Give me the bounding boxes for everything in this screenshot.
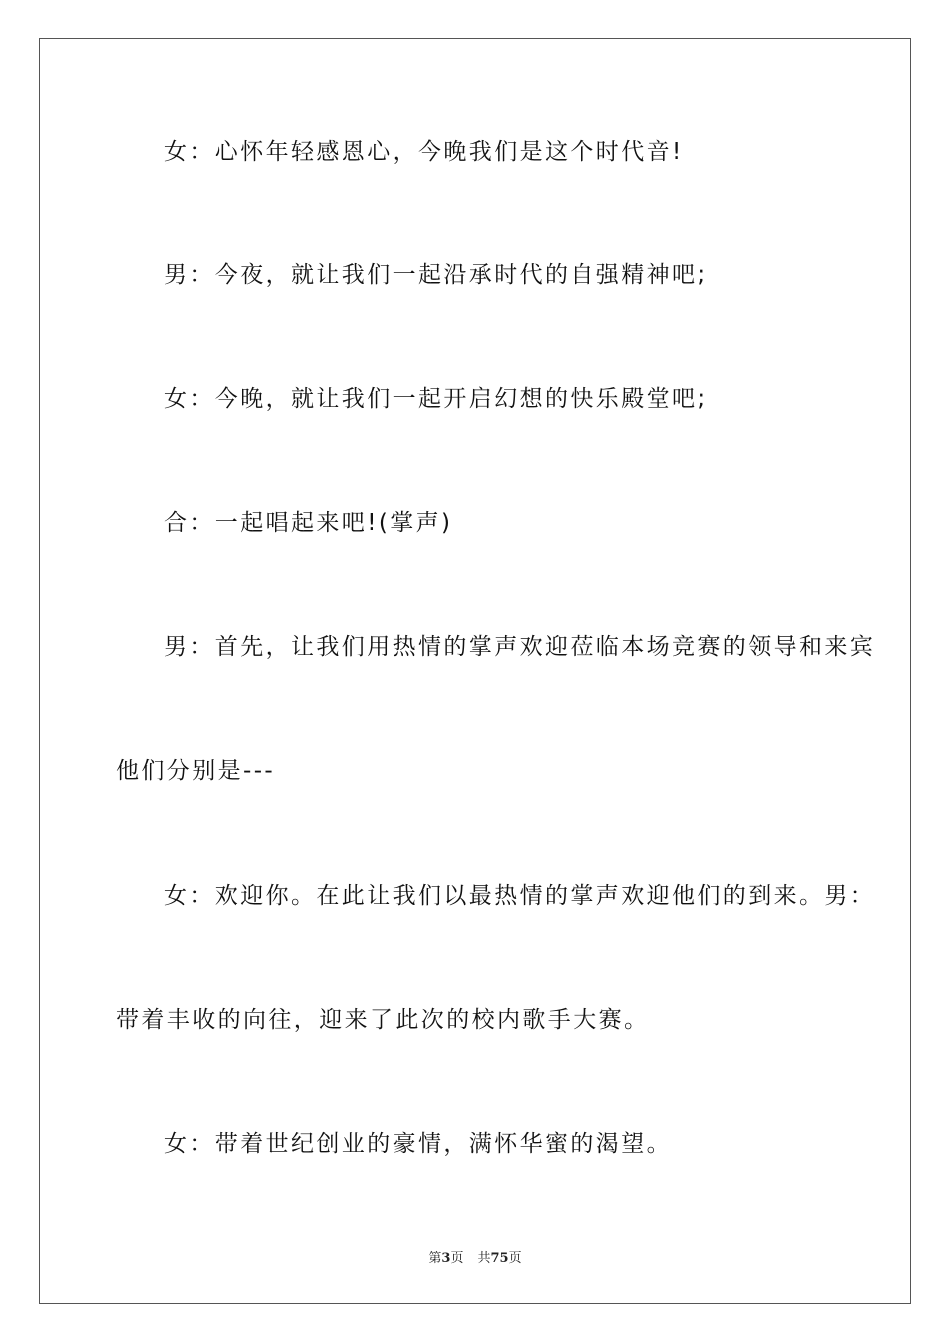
dialogue-line: 女：今晚，就让我们一起开启幻想的快乐殿堂吧; — [164, 386, 708, 412]
dialogue-line-continuation: 带着丰收的向往，迎来了此次的校内歌手大赛。 — [116, 1007, 650, 1033]
dialogue-line: 合：一起唱起来吧!(掌声) — [164, 510, 453, 536]
dialogue-line: 女：欢迎你。在此让我们以最热情的掌声欢迎他们的到来。男： — [164, 883, 876, 909]
total-suffix: 页 — [508, 1251, 522, 1266]
page-suffix: 页 — [450, 1251, 464, 1266]
dialogue-line: 男：首先，让我们用热情的掌声欢迎莅临本场竞赛的领导和来宾 — [164, 634, 876, 660]
dialogue-line: 女：心怀年轻感恩心，今晚我们是这个时代音! — [164, 139, 684, 165]
total-prefix: 共 — [477, 1251, 491, 1266]
page-number: 3 — [441, 1251, 451, 1266]
page-prefix: 第 — [428, 1251, 442, 1266]
dialogue-line: 男：今夜，就让我们一起沿承时代的自强精神吧; — [164, 262, 708, 288]
total-pages: 75 — [490, 1251, 509, 1266]
dialogue-line-continuation: 他们分别是--- — [116, 758, 276, 784]
dialogue-line: 女：带着世纪创业的豪情，满怀华蜜的渴望。 — [164, 1131, 672, 1157]
page-footer — [0, 1247, 950, 1266]
page-border — [39, 38, 911, 1304]
